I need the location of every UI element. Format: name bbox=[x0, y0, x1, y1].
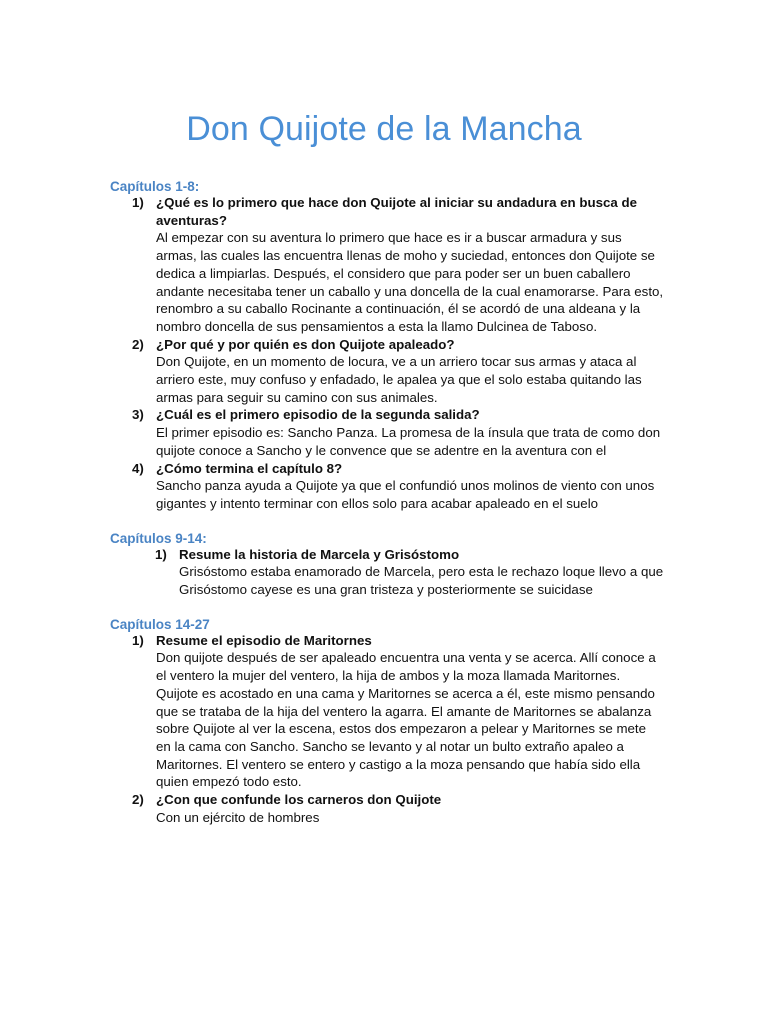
question-item bbox=[132, 406, 672, 459]
section-heading: Capítulos 1-8: bbox=[110, 179, 200, 194]
answer-text: Al empezar con su aventura lo primero que hace es ir a buscar armadura y sus armas, las cuales las encuentra llenas de moho y suciedad, entonces don Quijote se dedica a limpiarlas. Después, el considero que para poder ser un buen caballero andante necesitaba tener un caballo y una doncella de la cual enamorarse. Para esto, renombro a su caballo Rocinante a continuación, él se acordó de una aldeana y la nombro doncella de sus pensamientos a esta la llamo Dulcinea de Taboso. bbox=[156, 230, 664, 334]
question-item bbox=[132, 194, 672, 336]
question-number: 3) bbox=[132, 407, 144, 423]
answer-text: Con un ejército de hombres bbox=[156, 809, 320, 825]
question-item bbox=[132, 336, 672, 407]
question-text: ¿Qué es lo primero que hace don Quijote al iniciar su andadura en busca de aventuras? bbox=[156, 195, 638, 228]
answer-text: Sancho panza ayuda a Quijote ya que el confundió unos molinos de viento con unos gigantes y intento terminar con ellos solo para acabar apaleado en el suelo bbox=[156, 478, 655, 511]
question-item bbox=[132, 632, 672, 791]
answer-text: Grisóstomo estaba enamorado de Marcela, pero esta le rechazo loque llevo a que Grisóstomo cayese es una gran tristeza y posteriormente se suicidase bbox=[179, 564, 664, 598]
question-text: Resume el episodio de Maritornes bbox=[156, 632, 372, 648]
question-number: 2) bbox=[132, 336, 144, 352]
section-chapters-1-8 bbox=[110, 179, 672, 513]
answer-text: Don Quijote, en un momento de locura, ve a un arriero tocar sus armas y ataca al arriero este, muy confuso y enfadado, le apalea ya que el solo estaba quitando las armas para seguir su camino con sus animales. bbox=[156, 354, 642, 405]
question-number: 1) bbox=[155, 546, 167, 562]
question-number: 1) bbox=[132, 632, 144, 648]
document-title: Don Quijote de la Mancha bbox=[186, 110, 582, 148]
question-text: ¿Por qué y por quién es don Quijote apaleado? bbox=[156, 336, 455, 352]
question-item bbox=[132, 460, 672, 513]
question-number: 2) bbox=[132, 792, 144, 808]
section-chapters-14-27 bbox=[110, 617, 672, 827]
question-item bbox=[155, 546, 672, 599]
section-heading: Capítulos 14-27 bbox=[110, 616, 210, 632]
question-list bbox=[110, 632, 672, 827]
question-number: 1) bbox=[132, 195, 144, 210]
question-text: ¿Con que confunde los carneros don Quijote bbox=[156, 792, 442, 808]
section-heading: Capítulos 9-14: bbox=[110, 530, 207, 546]
question-item bbox=[132, 791, 672, 826]
question-text: ¿Cuál es el primero episodio de la segunda salida? bbox=[156, 407, 480, 423]
question-list bbox=[110, 194, 672, 513]
question-list bbox=[110, 546, 672, 599]
question-text: ¿Cómo termina el capítulo 8? bbox=[156, 460, 343, 476]
answer-text: El primer episodio es: Sancho Panza. La promesa de la ínsula que trata de como don quijote conoce a Sancho y le convence que se adentre en la aventura con el bbox=[156, 425, 661, 458]
section-chapters-9-14 bbox=[110, 531, 672, 599]
question-number: 4) bbox=[132, 460, 144, 476]
answer-text: Don quijote después de ser apaleado encuentra una venta y se acerca. Allí conoce a el ventero la mujer del ventero, la hija de ambos y la moza llamada Maritornes. Quijote es acostado en una cama y Maritornes se acerca a él, este mismo pensando que se trataba de la hija del ventero la agarra. El amante de Maritornes se abalanza sobre Quijote al ver la escena, estos dos empezaron a pelear y Maritornes se mete en la cama con Sancho. Sancho se levanto y al notar un bulto extraño apaleo a Maritornes. El ventero se entero y castigo a la moza pensando que había sido ella quien empezó todo esto. bbox=[156, 650, 656, 790]
question-text: Resume la historia de Marcela y Grisóstomo bbox=[179, 546, 460, 562]
